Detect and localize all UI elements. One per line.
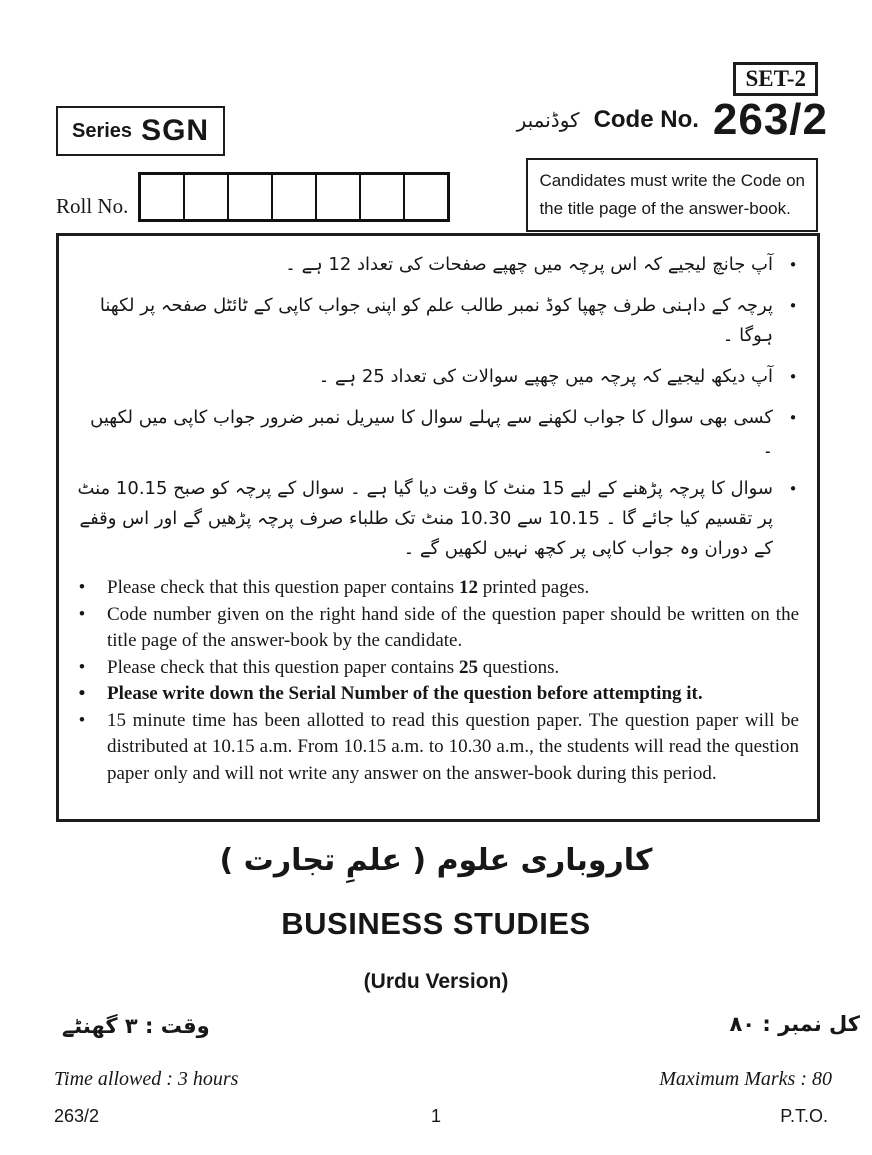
code-label: Code No.: [593, 106, 699, 133]
page-number: 1: [430, 1106, 441, 1126]
version-note: (Urdu Version): [363, 970, 509, 993]
set-label: SET-2: [745, 66, 806, 91]
english-instruction-item: [75, 575, 801, 602]
footer-paper-code: 263/2: [54, 1106, 100, 1126]
urdu-instruction-text: پرچہ کے داہنی طرف چھپا کوڈ نمبر طالب علم کو اپنی جواب کاپی کے ٹائٹل صفحہ پر لکھنا ہوگا ۔: [99, 295, 773, 346]
set-badge: [733, 62, 818, 96]
bullet-icon: •: [78, 683, 86, 704]
urdu-instruction-item: [75, 291, 801, 351]
bullet-icon: •: [788, 409, 798, 427]
english-instruction-text: [107, 602, 801, 655]
roll-cell: [271, 175, 315, 219]
code-label-urdu: کوڈنمبر: [516, 108, 580, 132]
instruction-text-segment: printed pages.: [477, 577, 590, 598]
roll-cell: [359, 175, 403, 219]
instructions-box: [56, 233, 820, 822]
english-instruction-item: [75, 655, 801, 682]
time-allowed-label: Time allowed : 3 hours: [54, 1068, 239, 1090]
instruction-text-segment: Please write down the Serial Number of the question before attempting it.: [107, 683, 703, 704]
instruction-text-segment: 15 minute time has been allotted to read this question paper. The question paper will be distributed at 10.15 a.m. From 10.15 a.m. to 10.30 a.m., the students will read the question paper only and will not write any answer on the answer-book during this period.: [107, 709, 799, 784]
roll-cell: [141, 175, 183, 219]
roll-cell: [227, 175, 271, 219]
code-number: 263/2: [712, 95, 828, 144]
candidates-note-box: [526, 158, 818, 232]
english-instruction-text: [107, 575, 801, 602]
roll-no-label: Roll No.: [56, 194, 129, 218]
bullet-icon: •: [788, 368, 798, 386]
bullet-icon: •: [78, 709, 86, 731]
urdu-instruction-item: [75, 403, 801, 463]
instruction-text-segment: Code number given on the right hand side of the question paper should be written on the title page of the answer-book by the candidate.: [107, 603, 799, 651]
instruction-text-segment: Please check that this question paper contains: [107, 656, 459, 678]
instruction-text-segment: questions.: [477, 656, 560, 678]
roll-cell: [183, 175, 227, 219]
roll-cell: [315, 175, 359, 219]
bullet-icon: •: [788, 480, 798, 498]
candidates-note-line2: the title page of the answer-book.: [539, 199, 791, 219]
bullet-icon: •: [788, 297, 798, 315]
instruction-text-segment: Please check that this question paper contains: [107, 577, 459, 598]
series-label: Series: [72, 119, 133, 142]
urdu-instruction-item: [75, 474, 801, 564]
bullet-icon: •: [78, 603, 86, 625]
bullet-icon: •: [78, 577, 86, 598]
roll-no-cells: [138, 172, 450, 222]
series-code: SGN: [141, 114, 210, 147]
roll-no-section: [56, 172, 450, 222]
instruction-text-segment: 12: [458, 577, 478, 598]
pto-label: P.T.O.: [780, 1106, 828, 1126]
urdu-instruction-item: [75, 250, 801, 280]
urdu-instruction-text: آپ جانچ لیجیے کہ اس پرچہ میں چھپے صفحات کی تعداد 12 ہے ۔: [285, 254, 773, 275]
english-instruction-item: [75, 708, 801, 788]
english-instructions: [75, 575, 801, 787]
code-number-line: [516, 95, 828, 144]
subject-title: BUSINESS STUDIES: [281, 906, 591, 941]
english-instruction-text: [107, 655, 801, 682]
english-instruction-text: [107, 681, 801, 708]
english-instruction-item: [75, 681, 801, 708]
urdu-instruction-text: آپ دیکھ لیجیے کہ پرچہ میں چھپے سوالات کی تعداد 25 ہے ۔: [318, 366, 773, 387]
maximum-marks-urdu: کل نمبر : ۸۰: [729, 1012, 860, 1036]
urdu-instruction-item: [75, 362, 801, 392]
time-allowed-urdu: وقت : ۳ گھنٹے: [62, 1014, 210, 1038]
bullet-icon: •: [78, 656, 86, 678]
instruction-text-segment: 25: [458, 656, 478, 678]
english-instruction-item: [75, 602, 801, 655]
series-badge: [56, 106, 225, 156]
urdu-instructions: [75, 250, 801, 564]
subject-title-urdu: کاروباری علوم ( علمِ تجارت ): [219, 843, 653, 878]
urdu-instruction-text: کسی بھی سوال کا جواب لکھنے سے پہلے سوال کا سیریل نمبر ضرور جواب کاپی میں لکھیں ۔: [90, 407, 773, 458]
roll-cell: [403, 175, 447, 219]
urdu-instruction-text: سوال کا پرچہ پڑھنے کے لیے 15 منٹ کا وقت دیا گیا ہے ۔ سوال کے پرچہ کو صبح 10.15 منٹ پر تقسیم کیا جائے گا ۔ 10.15 سے 10.30 منٹ تک طلباء صرف پرچہ پڑھیں گے اور اس وقفے کے دوران وہ جواب کاپی پر کچھ نہیں لکھیں گے ۔: [77, 478, 773, 559]
candidates-note-line1: Candidates must write the Code on: [539, 171, 805, 190]
maximum-marks-label: Maximum Marks : 80: [659, 1068, 832, 1090]
bullet-icon: •: [788, 256, 798, 274]
english-instruction-text: [107, 708, 801, 788]
